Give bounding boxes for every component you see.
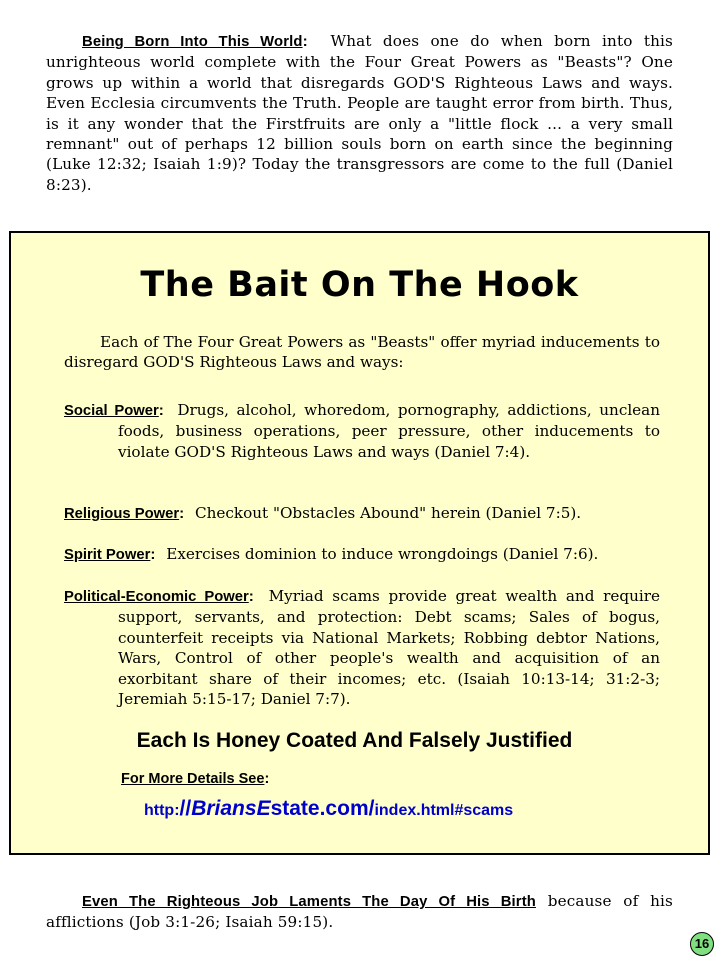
box-title: The Bait On The Hook (140, 265, 579, 305)
social-power-term: Social Power (64, 403, 159, 419)
closing-heading: Even The Righteous Job Laments The Day Of His Birth (82, 894, 536, 910)
intro-paragraph (46, 31, 673, 195)
url-brians: Brians (191, 797, 257, 820)
more-details-text: For More Details See (121, 771, 265, 787)
page-number-badge: 16 (690, 932, 714, 956)
definition-religious-power (64, 503, 660, 524)
box-intro (64, 332, 660, 373)
social-power-text: Drugs, alcohol, whoredom, pornography, addictions, unclean foods, business operations, peer pressure, other inducements to violate GOD'S Righteous Laws and ways (Daniel 7:4). (118, 401, 661, 461)
honey-coated-tagline: Each Is Honey Coated And Falsely Justified (136, 729, 573, 752)
url-prefix: http: (144, 802, 180, 819)
box-intro-text: Each of The Four Great Powers as "Beasts" offer myriad inducements to disregard GOD'S Righteous Laws and ways: (64, 333, 660, 372)
spirit-power-term: Spirit Power (64, 547, 151, 563)
spirit-power-text: Exercises dominion to induce wrongdoings (Daniel 7:6). (166, 545, 599, 563)
political-economic-power-text: Myriad scams provide great wealth and require support, servants, and protection: Debt scams; Sales of bogus, counterfeit receipts via National Markets; Robbing debtor Nations, Wars, Control of other people's wealth and acquisition of an exorbitant share of their incomes; etc. (Isaiah 10:13-14; 31:2-3; Jeremiah 5:15-17; Daniel 7:7). (118, 587, 660, 709)
url-e: E (256, 797, 271, 820)
intro-text: What does one do when born into this unrighteous world complete with the Four Great Powers as "Beasts"? One grows up within a world that disregards GOD'S Righteous Laws and ways. Even Ecclesia circumvents the Truth. People are taught error from birth. Thus, is it any wonder that the Firstfruits are only a "little flock ... a very small remnant" out of perhaps 12 billion souls born on earth since the beginning (Luke 12:32; Isaiah 1:9)? Today the transgressors are come to the full (Daniel 8:23). (46, 32, 673, 194)
closing-text: because of his afflictions (Job 3:1-26; Isaiah 59:15). (46, 892, 673, 932)
more-details-colon: : (264, 771, 270, 787)
definition-political-economic-power (64, 586, 660, 709)
political-economic-power-colon: : (248, 588, 254, 605)
definition-spirit-power (64, 544, 660, 565)
social-power-colon: : (158, 402, 164, 419)
religious-power-text: Checkout "Obstacles Abound" herein (Daniel 7:5). (195, 504, 582, 522)
scams-link[interactable] (144, 797, 513, 821)
bait-on-hook-box (9, 231, 710, 855)
more-details-label (121, 771, 269, 787)
intro-heading-colon: : (302, 33, 308, 50)
url-domain: state.com/ (270, 797, 375, 820)
definition-social-power (64, 400, 660, 462)
religious-power-term: Religious Power (64, 506, 180, 522)
intro-heading: Being Born Into This World (82, 34, 303, 50)
url-path: index.html#scams (374, 802, 514, 819)
political-economic-power-term: Political-Economic Power (64, 589, 249, 605)
spirit-power-colon: : (150, 546, 156, 563)
closing-paragraph (46, 891, 673, 933)
url-slashes: // (179, 797, 192, 820)
religious-power-colon: : (179, 505, 185, 522)
